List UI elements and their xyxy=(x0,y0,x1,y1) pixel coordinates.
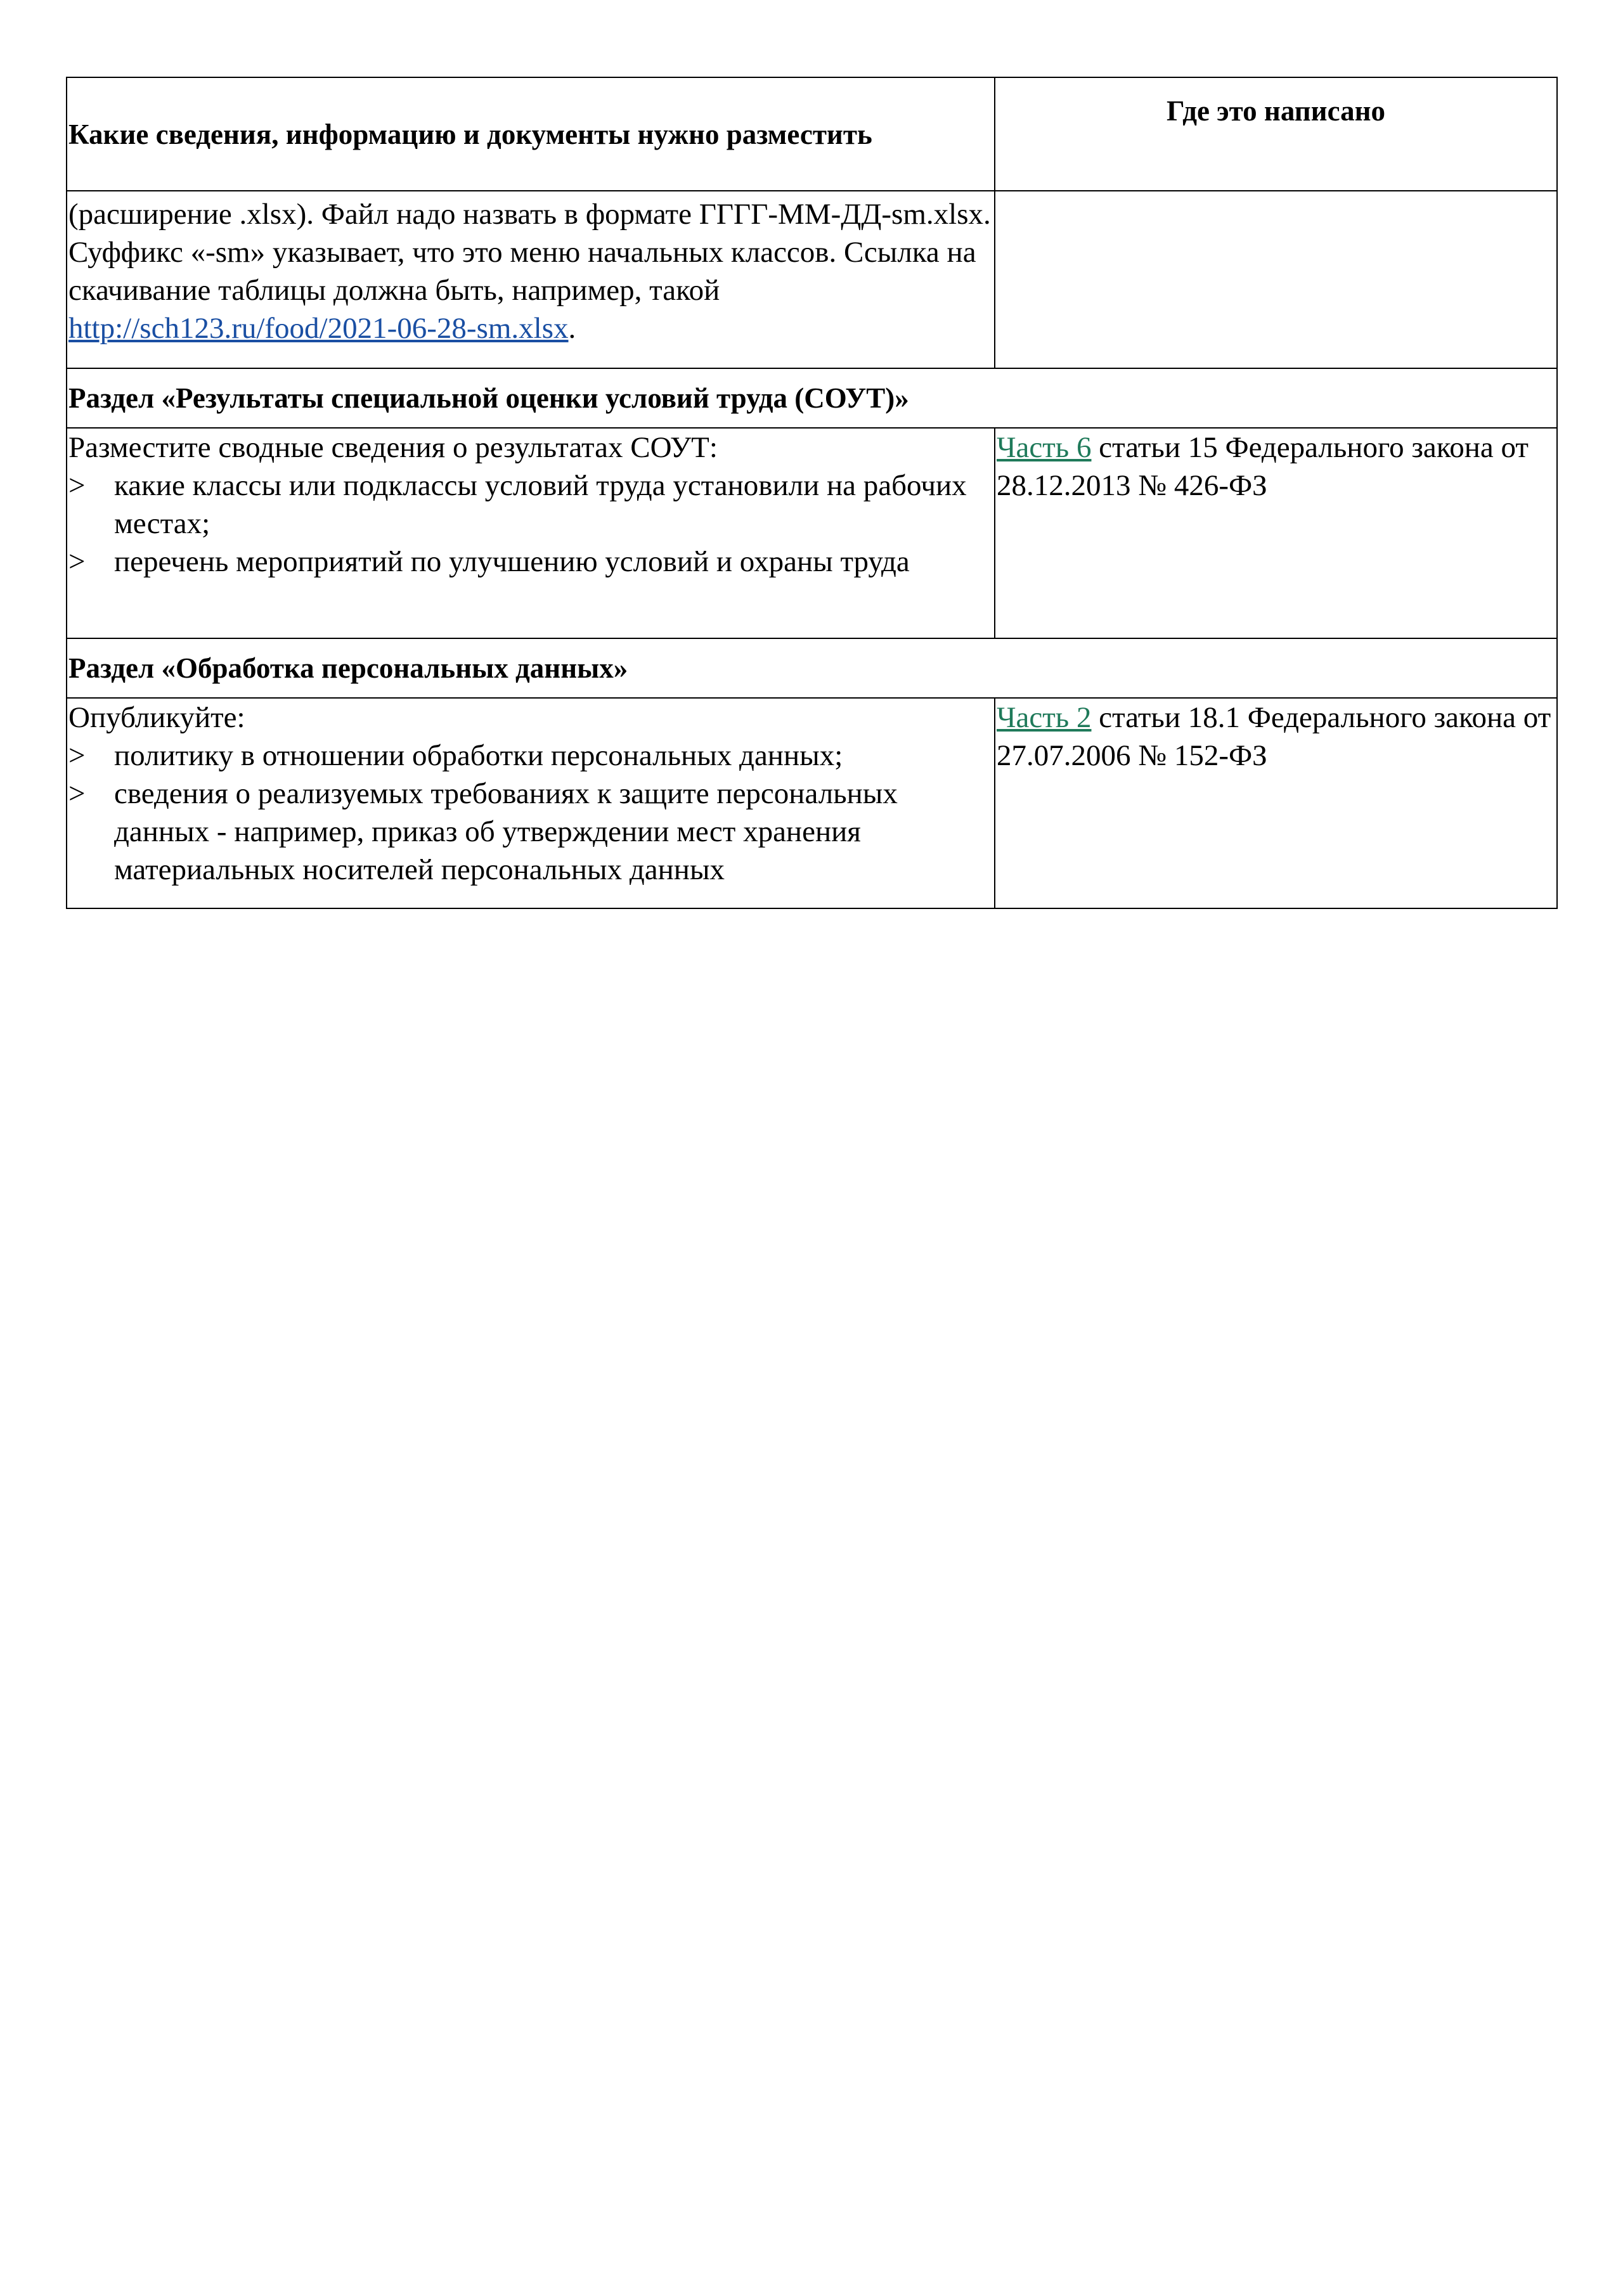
bullet-marker: > xyxy=(68,739,86,772)
bullet-text: сведения о реализуемых требованиях к защите персональных данных - например, приказ об утверждении мест хранения материальных носителей персональных данных xyxy=(114,777,898,886)
section-title-personal-data xyxy=(67,638,1557,698)
pd-law-part-link[interactable]: Часть 2 xyxy=(997,701,1092,734)
sout-law-part-link[interactable]: Часть 6 xyxy=(997,431,1092,464)
section-title-sout xyxy=(67,368,1557,428)
table-row-menu-continuation xyxy=(67,191,1557,368)
pd-bullet-list xyxy=(68,737,993,889)
bullet-marker: > xyxy=(68,469,86,502)
pd-description-cell xyxy=(67,698,995,908)
section-title-sout-text: Раздел «Результаты специальной оценки условий труда (СОУТ)» xyxy=(68,382,909,414)
section-title-pd-text: Раздел «Обработка персональных данных» xyxy=(68,652,628,684)
header-left-text: Какие сведения, информацию и документы нужно разместить xyxy=(68,118,872,150)
list-item xyxy=(68,543,993,581)
list-item xyxy=(68,737,993,775)
menu-file-text-end: . xyxy=(568,312,576,345)
requirements-table xyxy=(66,77,1558,909)
bullet-marker: > xyxy=(68,777,86,810)
menu-file-text: (расширение .xlsx). Файл надо назвать в формате ГГГГ-ММ-ДД-sm.xlsx. Суффикс «-sm» указывает, что это меню начальных классов. Ссылка на скачивание таблицы должна быть, например, такой xyxy=(68,198,991,307)
section-row-sout xyxy=(67,368,1557,428)
menu-download-link[interactable]: http://sch123.ru/food/2021-06-28-sm.xlsx xyxy=(68,312,569,345)
header-right-text: Где это написано xyxy=(1166,95,1386,127)
pd-intro: Опубликуйте: xyxy=(68,701,245,734)
table-header-row xyxy=(67,77,1557,191)
sout-description-cell xyxy=(67,428,995,638)
header-what-to-publish xyxy=(67,77,995,191)
sout-reference-cell xyxy=(995,428,1557,638)
sout-intro: Разместите сводные сведения о результатах СОУТ: xyxy=(68,431,718,464)
bullet-text: перечень мероприятий по улучшению условий и охраны труда xyxy=(114,545,910,578)
sout-bullet-list xyxy=(68,467,993,581)
menu-reference-cell xyxy=(995,191,1557,368)
menu-file-description-cell xyxy=(67,191,995,368)
bullet-marker: > xyxy=(68,545,86,578)
list-item xyxy=(68,467,993,543)
list-item xyxy=(68,775,993,889)
bullet-text: политику в отношении обработки персональных данных; xyxy=(114,739,843,772)
table-row-personal-data xyxy=(67,698,1557,908)
sout-law-reference: статьи 15 Федерального закона от 28.12.2013 № 426-ФЗ xyxy=(997,431,1529,502)
pd-law-reference: статьи 18.1 Федерального закона от 27.07.2006 № 152-ФЗ xyxy=(997,701,1551,772)
table-row-sout xyxy=(67,428,1557,638)
section-row-personal-data xyxy=(67,638,1557,698)
pd-reference-cell xyxy=(995,698,1557,908)
bullet-text: какие классы или подклассы условий труда установили на рабочих местах; xyxy=(114,469,967,540)
header-where-written xyxy=(995,77,1557,191)
